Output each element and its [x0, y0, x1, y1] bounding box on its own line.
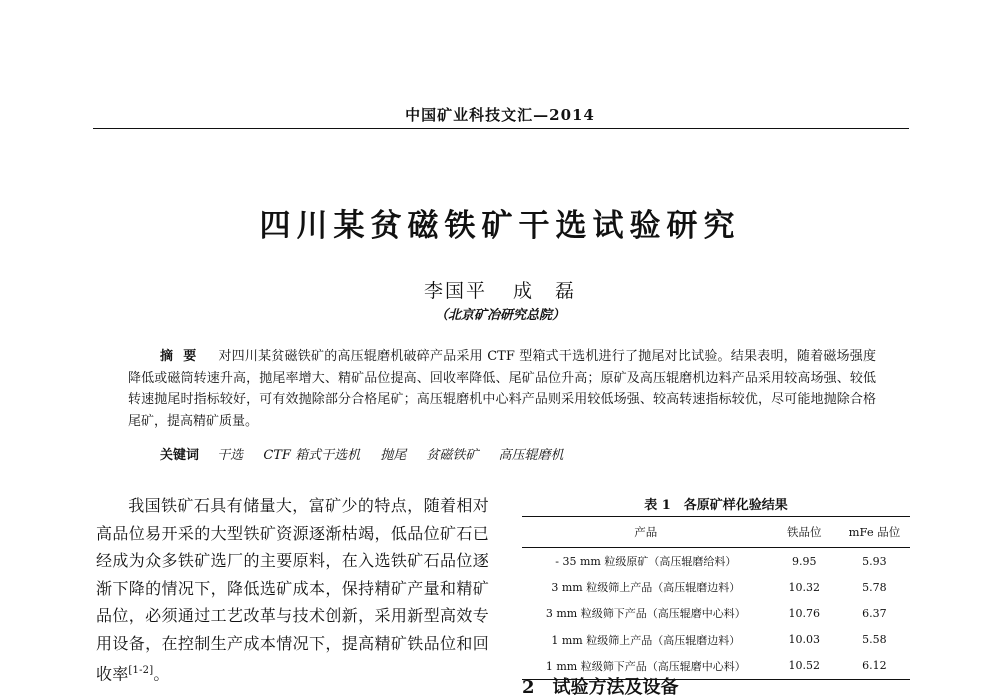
cell-product: - 35 mm 粒级原矿（高压辊磨给料）	[555, 555, 737, 569]
cell-fe-grade: 10.32	[788, 580, 820, 594]
table-caption: 表 1 各原矿样化验结果	[644, 498, 788, 513]
cell-product: 3 mm 粒级筛下产品（高压辊磨中心料）	[545, 607, 746, 621]
cell-mfe-grade: 6.12	[839, 653, 910, 680]
cell-mfe-grade: 5.93	[862, 554, 887, 568]
body-paragraph-text: 我国铁矿石具有储量大，富矿少的特点，随着相对高品位易开采的大型铁矿资源逐渐枯竭，低品位矿石已经成为众多铁矿选厂的主要原料，在入选铁矿石品位逐渐下降的情况下，降低选矿成本，保持精矿产量和精矿品位，必须通过工艺改革与技术创新，采用新型高效专用设备，在控制生产成本情况下，提高精矿铁品位和回收率	[96, 496, 489, 684]
authors	[0, 276, 1000, 303]
column-header-fe-grade: 铁品位	[770, 517, 839, 548]
cell-mfe-grade: 5.58	[862, 633, 887, 647]
cell-mfe-grade: 6.37	[862, 606, 887, 620]
abstract-text: 对四川某贫磁铁矿的高压辊磨机破碎产品采用 CTF 型箱式干选机进行了抛尾对比试验。结果表明，随着磁场强度降低或磁筒转速升高，抛尾率增大、精矿品位提高、回收率降低、尾矿品位升高；原矿及高压辊磨机边料产品采用较高场强、较低转速抛尾时指标较好，可有效抛除部分合格尾矿；高压辊磨机中心料产品则采用较低场强、较高转速指标较优，尽可能地抛除合格尾矿，提高精矿质量。	[128, 349, 876, 429]
keyword-item: 抛尾	[380, 448, 407, 463]
section-heading: 2 试验方法及设备	[522, 677, 679, 698]
keyword-item: CTF 箱式干选机	[263, 448, 361, 463]
journal-header: 中国矿业科技文汇—2014	[405, 106, 595, 124]
citation-ref[interactable]: [1-2]	[128, 665, 154, 676]
cell-product: 3 mm 粒级筛上产品（高压辊磨边料）	[551, 581, 741, 595]
table-row	[522, 574, 910, 600]
cell-fe-grade: 10.03	[788, 633, 820, 647]
keyword-item: 干选	[217, 448, 244, 463]
cell-fe-grade: 10.52	[770, 653, 839, 680]
header-divider	[93, 128, 909, 129]
cell-fe-grade: 10.76	[788, 606, 820, 620]
table-row	[522, 627, 910, 653]
table-row	[522, 600, 910, 626]
cell-product: 1 mm 粒级筛下产品（高压辊磨中心料）	[522, 653, 770, 680]
body-paragraph: 我国铁矿石具有储量大，富矿少的特点，随着相对高品位易开采的大型铁矿资源逐渐枯竭，低品位矿石已经成为众多铁矿选厂的主要原料，在入选铁矿石品位逐渐下降的情况下，降低选矿成本，保持精矿产量和精矿品位，必须通过工艺改革与技术创新，采用新型高效专用设备，在控制生产成本情况下，提高精矿铁品位和回收率[1-2]。	[96, 496, 489, 684]
paper-title: 四川某贫磁铁矿干选试验研究	[259, 208, 741, 244]
cell-mfe-grade: 5.78	[862, 580, 887, 594]
cell-fe-grade: 9.95	[791, 554, 817, 568]
abstract-label: 摘要	[160, 349, 207, 364]
keywords-label: 关键词	[160, 448, 200, 463]
column-header-mfe-grade: mFe 品位	[839, 517, 910, 548]
keyword-item: 高压辊磨机	[498, 448, 564, 463]
keywords	[160, 444, 880, 463]
table-row	[522, 548, 910, 575]
affiliation: （北京矿冶研究总院）	[434, 308, 565, 323]
column-header-product: 产品	[522, 517, 770, 548]
keyword-item: 贫磁铁矿	[426, 448, 479, 463]
author-2: 成 磊	[513, 280, 577, 302]
author-1: 李国平	[423, 280, 487, 302]
assay-results-table	[522, 516, 910, 680]
abstract	[128, 346, 876, 432]
table-header-row	[522, 517, 910, 548]
cell-product: 1 mm 粒级筛上产品（高压辊磨边料）	[551, 633, 741, 647]
